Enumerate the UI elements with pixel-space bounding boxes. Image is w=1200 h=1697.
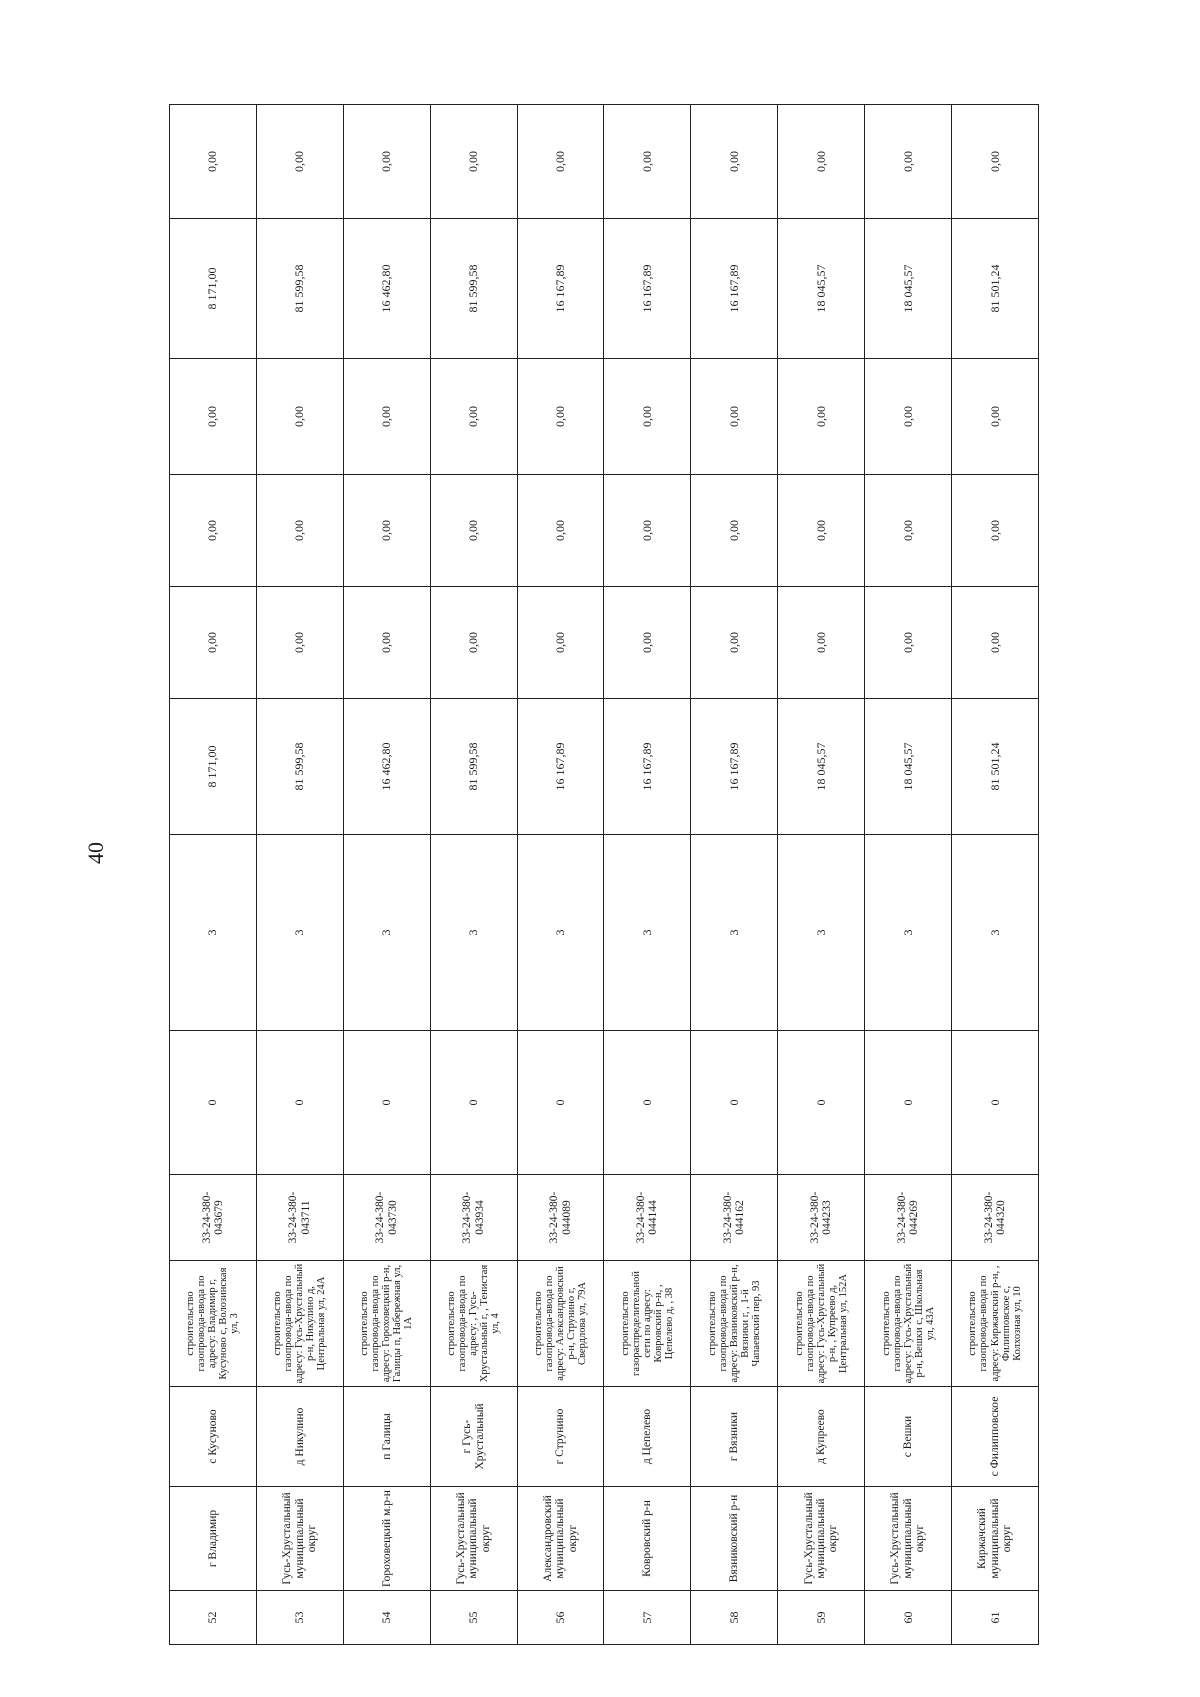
- count-a-cell: 0: [430, 1031, 517, 1175]
- description-cell: строительство газопровода-ввода по адресу: Гусь-Хрустальный р-н, , Купреево д, Центральная ул, 152А: [778, 1261, 865, 1387]
- object-code-cell: 33-24-380-043934: [430, 1175, 517, 1261]
- data-table: [169, 104, 1039, 1645]
- amount-cell: 81 599,58: [256, 699, 343, 835]
- value-cell: 0,00: [517, 475, 604, 587]
- value-cell: 0,00: [256, 359, 343, 475]
- value-cell: 0,00: [517, 105, 604, 219]
- locality-cell: с Вешки: [865, 1387, 952, 1487]
- amount-total-cell: 16 167,89: [691, 219, 778, 359]
- district-cell: Гусь-Хрустальный муниципальный округ: [865, 1487, 952, 1591]
- count-a-cell: 0: [604, 1031, 691, 1175]
- district-cell: Гусь-Хрустальный муниципальный округ: [256, 1487, 343, 1591]
- object-code-cell: 33-24-380-044144: [604, 1175, 691, 1261]
- amount-total-cell: 16 462,80: [343, 219, 430, 359]
- count-b-cell: 3: [865, 835, 952, 1031]
- value-cell: 0,00: [343, 105, 430, 219]
- object-code-cell: 33-24-380-043730: [343, 1175, 430, 1261]
- amount-total-cell: 18 045,57: [865, 219, 952, 359]
- locality-cell: д Никулино: [256, 1387, 343, 1487]
- row-number-cell: 52: [170, 1591, 257, 1645]
- count-a-cell: 0: [778, 1031, 865, 1175]
- table-row: [952, 105, 1039, 1645]
- table-row: [865, 105, 952, 1645]
- value-cell: 0,00: [865, 475, 952, 587]
- value-cell: 0,00: [256, 105, 343, 219]
- value-cell: 0,00: [170, 475, 257, 587]
- count-b-cell: 3: [256, 835, 343, 1031]
- amount-total-cell: 81 501,24: [952, 219, 1039, 359]
- district-cell: г Владимир: [170, 1487, 257, 1591]
- table-body: [170, 105, 1039, 1645]
- object-code-cell: 33-24-380-044269: [865, 1175, 952, 1261]
- count-a-cell: 0: [256, 1031, 343, 1175]
- locality-cell: с Филипповское: [952, 1387, 1039, 1487]
- description-cell: строительство газопровода-ввода по адресу: , Гусь-Хрустальный г, , Тенистая ул, 4: [430, 1261, 517, 1387]
- count-b-cell: 3: [952, 835, 1039, 1031]
- value-cell: 0,00: [778, 587, 865, 699]
- value-cell: 0,00: [604, 587, 691, 699]
- value-cell: 0,00: [430, 587, 517, 699]
- value-cell: 0,00: [778, 105, 865, 219]
- locality-cell: д Купреево: [778, 1387, 865, 1487]
- row-number-cell: 58: [691, 1591, 778, 1645]
- count-b-cell: 3: [170, 835, 257, 1031]
- page-number: 40: [83, 842, 108, 864]
- description-cell: строительство газопровода-ввода по адресу: Гусь-Хрустальный р-н, Вешки с, Школьная ул, 43А: [865, 1261, 952, 1387]
- table-container: [169, 105, 1039, 1645]
- amount-cell: 16 167,89: [691, 699, 778, 835]
- value-cell: 0,00: [170, 105, 257, 219]
- district-cell: Вязниковский р-н: [691, 1487, 778, 1591]
- value-cell: 0,00: [170, 587, 257, 699]
- amount-cell: 16 167,89: [517, 699, 604, 835]
- row-number-cell: 57: [604, 1591, 691, 1645]
- value-cell: 0,00: [517, 587, 604, 699]
- amount-cell: 81 501,24: [952, 699, 1039, 835]
- locality-cell: г Струнино: [517, 1387, 604, 1487]
- value-cell: 0,00: [170, 359, 257, 475]
- description-cell: строительство газопровода-ввода по адресу: Александровский р-н, Струнино г, Свердлова ул, 79А: [517, 1261, 604, 1387]
- amount-total-cell: 16 167,89: [517, 219, 604, 359]
- count-a-cell: 0: [517, 1031, 604, 1175]
- object-code-cell: 33-24-380-044162: [691, 1175, 778, 1261]
- district-cell: Киржачский муниципальный округ: [952, 1487, 1039, 1591]
- row-number-cell: 59: [778, 1591, 865, 1645]
- amount-cell: 16 167,89: [604, 699, 691, 835]
- description-cell: строительство газопровода-ввода по адресу: Киржачский р-н, , Филипповское с, Колхозная ул, 10: [952, 1261, 1039, 1387]
- amount-cell: 18 045,57: [778, 699, 865, 835]
- value-cell: 0,00: [430, 105, 517, 219]
- amount-total-cell: 81 599,58: [256, 219, 343, 359]
- district-cell: Ковровский р-н: [604, 1487, 691, 1591]
- count-b-cell: 3: [604, 835, 691, 1031]
- count-b-cell: 3: [778, 835, 865, 1031]
- table-row: [604, 105, 691, 1645]
- amount-total-cell: 8 171,00: [170, 219, 257, 359]
- row-number-cell: 53: [256, 1591, 343, 1645]
- value-cell: 0,00: [865, 587, 952, 699]
- count-a-cell: 0: [952, 1031, 1039, 1175]
- value-cell: 0,00: [691, 105, 778, 219]
- value-cell: 0,00: [604, 475, 691, 587]
- value-cell: 0,00: [343, 475, 430, 587]
- object-code-cell: 33-24-380-043711: [256, 1175, 343, 1261]
- value-cell: 0,00: [430, 475, 517, 587]
- description-cell: строительство газопровода-ввода по адресу: Гусь-Хрустальный р-н, Никулино д, Центральная ул, 24А: [256, 1261, 343, 1387]
- description-cell: строительство газораспределительной сети по адресу: Ковровский р-н, , Цепелево д, , 38: [604, 1261, 691, 1387]
- value-cell: 0,00: [256, 587, 343, 699]
- amount-total-cell: 81 599,58: [430, 219, 517, 359]
- value-cell: 0,00: [430, 359, 517, 475]
- count-a-cell: 0: [865, 1031, 952, 1175]
- amount-cell: 81 599,58: [430, 699, 517, 835]
- object-code-cell: 33-24-380-044320: [952, 1175, 1039, 1261]
- district-cell: Александровский муниципальный округ: [517, 1487, 604, 1591]
- locality-cell: с Кусуново: [170, 1387, 257, 1487]
- locality-cell: г Вязники: [691, 1387, 778, 1487]
- value-cell: 0,00: [343, 359, 430, 475]
- value-cell: 0,00: [343, 587, 430, 699]
- count-b-cell: 3: [430, 835, 517, 1031]
- count-a-cell: 0: [170, 1031, 257, 1175]
- count-a-cell: 0: [691, 1031, 778, 1175]
- row-number-cell: 56: [517, 1591, 604, 1645]
- district-cell: Гусь-Хрустальный муниципальный округ: [430, 1487, 517, 1591]
- row-number-cell: 60: [865, 1591, 952, 1645]
- value-cell: 0,00: [517, 359, 604, 475]
- value-cell: 0,00: [865, 359, 952, 475]
- value-cell: 0,00: [691, 475, 778, 587]
- description-cell: строительство газопровода-ввода по адресу: Вязниковский р-н, Вязники г, , 1-й Чапаевский пер, 93: [691, 1261, 778, 1387]
- object-code-cell: 33-24-380-044233: [778, 1175, 865, 1261]
- value-cell: 0,00: [604, 105, 691, 219]
- value-cell: 0,00: [691, 587, 778, 699]
- amount-cell: 16 462,80: [343, 699, 430, 835]
- table-row: [778, 105, 865, 1645]
- table-row: [256, 105, 343, 1645]
- table-row: [170, 105, 257, 1645]
- row-number-cell: 54: [343, 1591, 430, 1645]
- locality-cell: г Гусь-Хрустальный: [430, 1387, 517, 1487]
- value-cell: 0,00: [952, 475, 1039, 587]
- amount-cell: 8 171,00: [170, 699, 257, 835]
- value-cell: 0,00: [952, 359, 1039, 475]
- count-b-cell: 3: [343, 835, 430, 1031]
- description-cell: строительство газопровода-ввода по адресу: Гороховецкий р-н, Галицы п, Набережная ул, 1А: [343, 1261, 430, 1387]
- amount-total-cell: 18 045,57: [778, 219, 865, 359]
- locality-cell: д Цепелево: [604, 1387, 691, 1487]
- value-cell: 0,00: [691, 359, 778, 475]
- locality-cell: п Галицы: [343, 1387, 430, 1487]
- value-cell: 0,00: [952, 105, 1039, 219]
- table-row: [343, 105, 430, 1645]
- amount-cell: 18 045,57: [865, 699, 952, 835]
- district-cell: Гусь-Хрустальный муниципальный округ: [778, 1487, 865, 1591]
- count-a-cell: 0: [343, 1031, 430, 1175]
- table-row: [517, 105, 604, 1645]
- table-row: [430, 105, 517, 1645]
- value-cell: 0,00: [604, 359, 691, 475]
- count-b-cell: 3: [517, 835, 604, 1031]
- value-cell: 0,00: [778, 475, 865, 587]
- value-cell: 0,00: [778, 359, 865, 475]
- value-cell: 0,00: [865, 105, 952, 219]
- row-number-cell: 55: [430, 1591, 517, 1645]
- row-number-cell: 61: [952, 1591, 1039, 1645]
- count-b-cell: 3: [691, 835, 778, 1031]
- value-cell: 0,00: [256, 475, 343, 587]
- amount-total-cell: 16 167,89: [604, 219, 691, 359]
- table-row: [691, 105, 778, 1645]
- district-cell: Гороховецкий м.р-н: [343, 1487, 430, 1591]
- object-code-cell: 33-24-380-043679: [170, 1175, 257, 1261]
- description-cell: строительство газопровода-ввода по адресу: Владимир г, Кусуново с, Волозинская ул, 3: [170, 1261, 257, 1387]
- value-cell: 0,00: [952, 587, 1039, 699]
- object-code-cell: 33-24-380-044089: [517, 1175, 604, 1261]
